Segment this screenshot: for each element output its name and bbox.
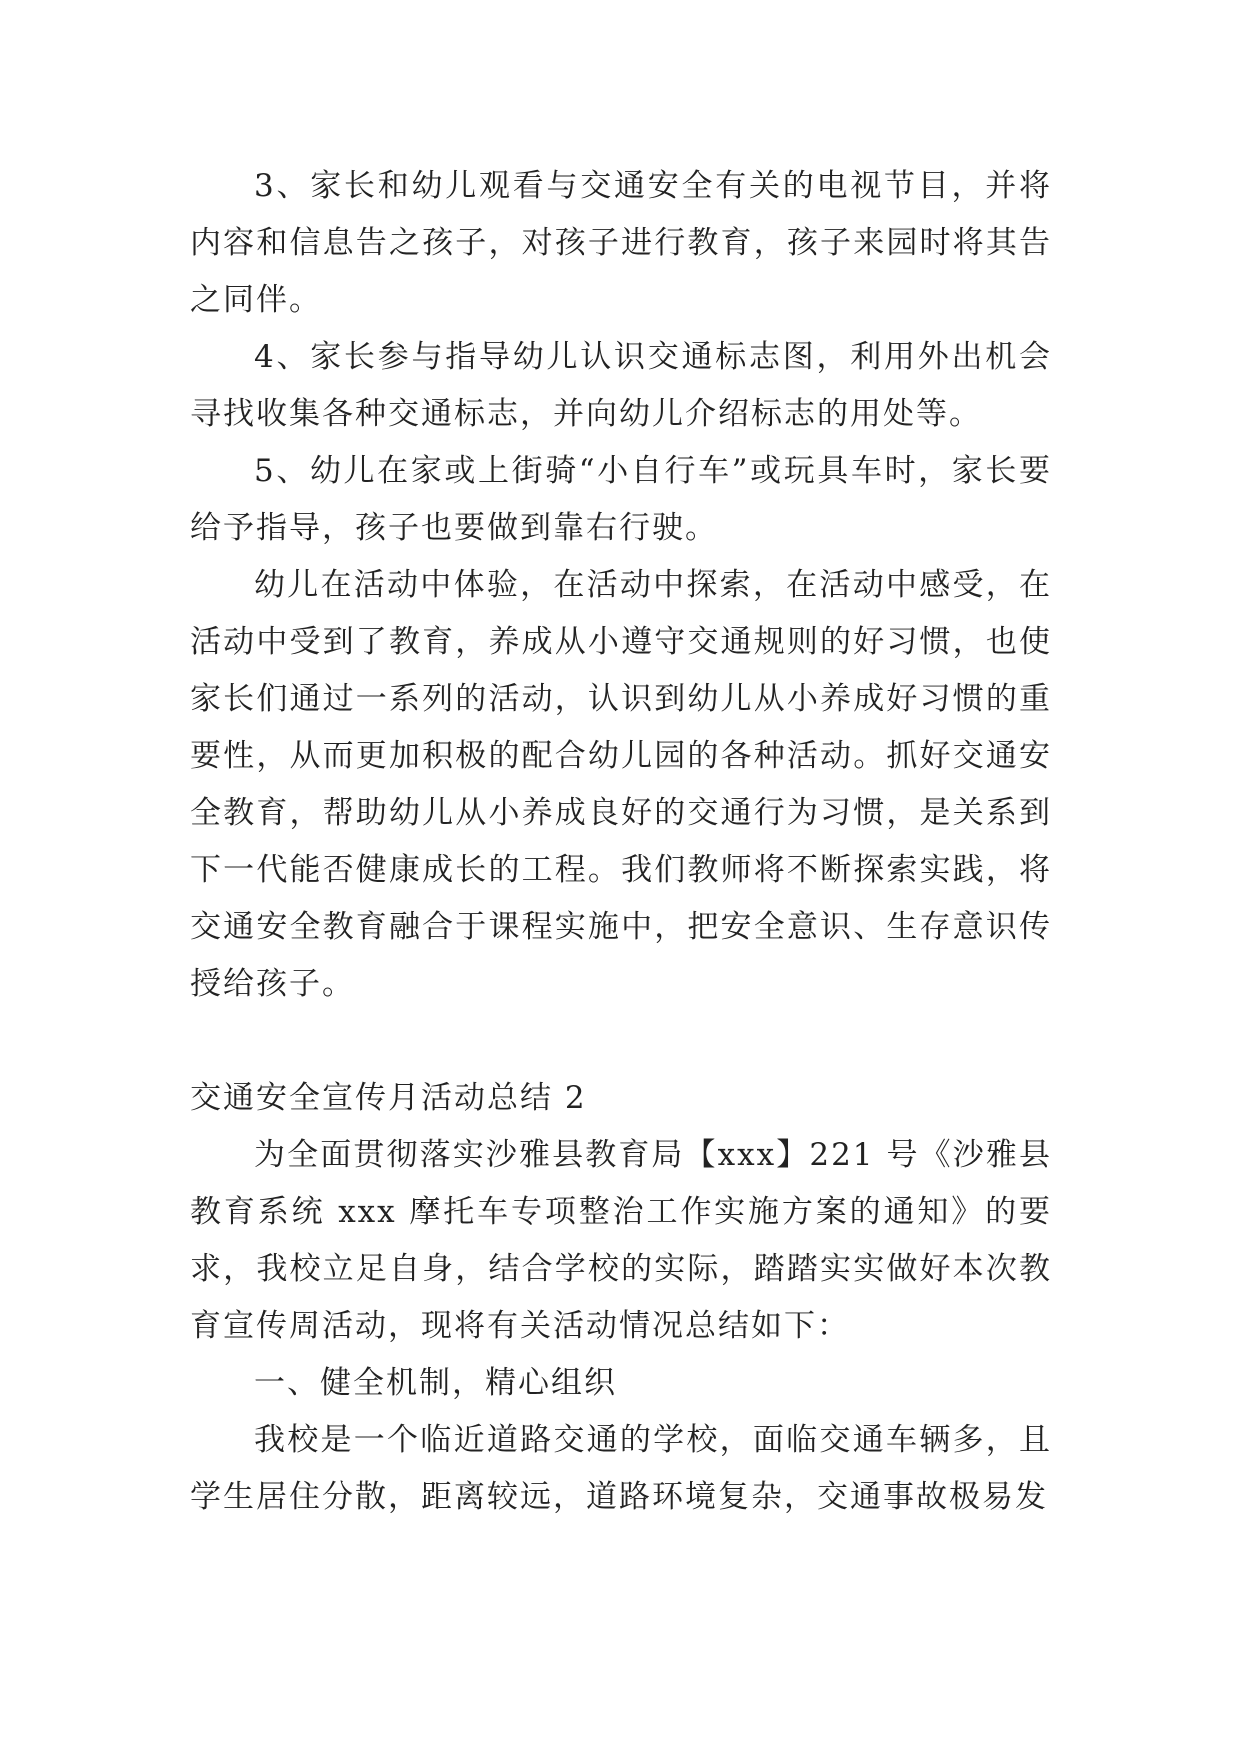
document-body — [190, 158, 1052, 1526]
paragraph-conclusion: 幼儿在活动中体验，在活动中探索，在活动中感受，在活动中受到了教育，养成从小遵守交通规则的好习惯，也使家长们通过一系列的活动，认识到幼儿从小养成好习惯的重要性，从而更加积极的配合幼儿园的各种活动。抓好交通安全教育，帮助幼儿从小养成良好的交通行为习惯，是关系到下一代能否健康成长的工程。我们教师将不断探索实践，将交通安全教育融合于课程实施中，把安全意识、生存意识传授给孩子。 — [190, 567, 1052, 1002]
section-subheading: 一、健全机制，精心组织 — [254, 1365, 617, 1401]
section-title: 交通安全宣传月活动总结 2 — [190, 1080, 587, 1116]
paragraph-item-4: 4、家长参与指导幼儿认识交通标志图，利用外出机会寻找收集各种交通标志，并向幼儿介绍标志的用处等。 — [190, 339, 1052, 432]
section-body-paragraph: 我校是一个临近道路交通的学校，面临交通车辆多，且学生居住分散，距离较远，道路环境复杂，交通事故极易发 — [190, 1422, 1052, 1515]
paragraph-item-3: 3、家长和幼儿观看与交通安全有关的电视节目，并将内容和信息告之孩子，对孩子进行教育，孩子来园时将其告之同伴。 — [190, 168, 1052, 318]
section-intro-paragraph: 为全面贯彻落实沙雅县教育局【xxx】221 号《沙雅县教育系统 xxx 摩托车专项整治工作实施方案的通知》的要求，我校立足自身，结合学校的实际，踏踏实实做好本次教育宣传周活动，现将有关活动情况总结如下： — [190, 1137, 1052, 1344]
paragraph-item-5: 5、幼儿在家或上街骑“小自行车”或玩具车时，家长要给予指导，孩子也要做到靠右行驶。 — [190, 453, 1052, 546]
